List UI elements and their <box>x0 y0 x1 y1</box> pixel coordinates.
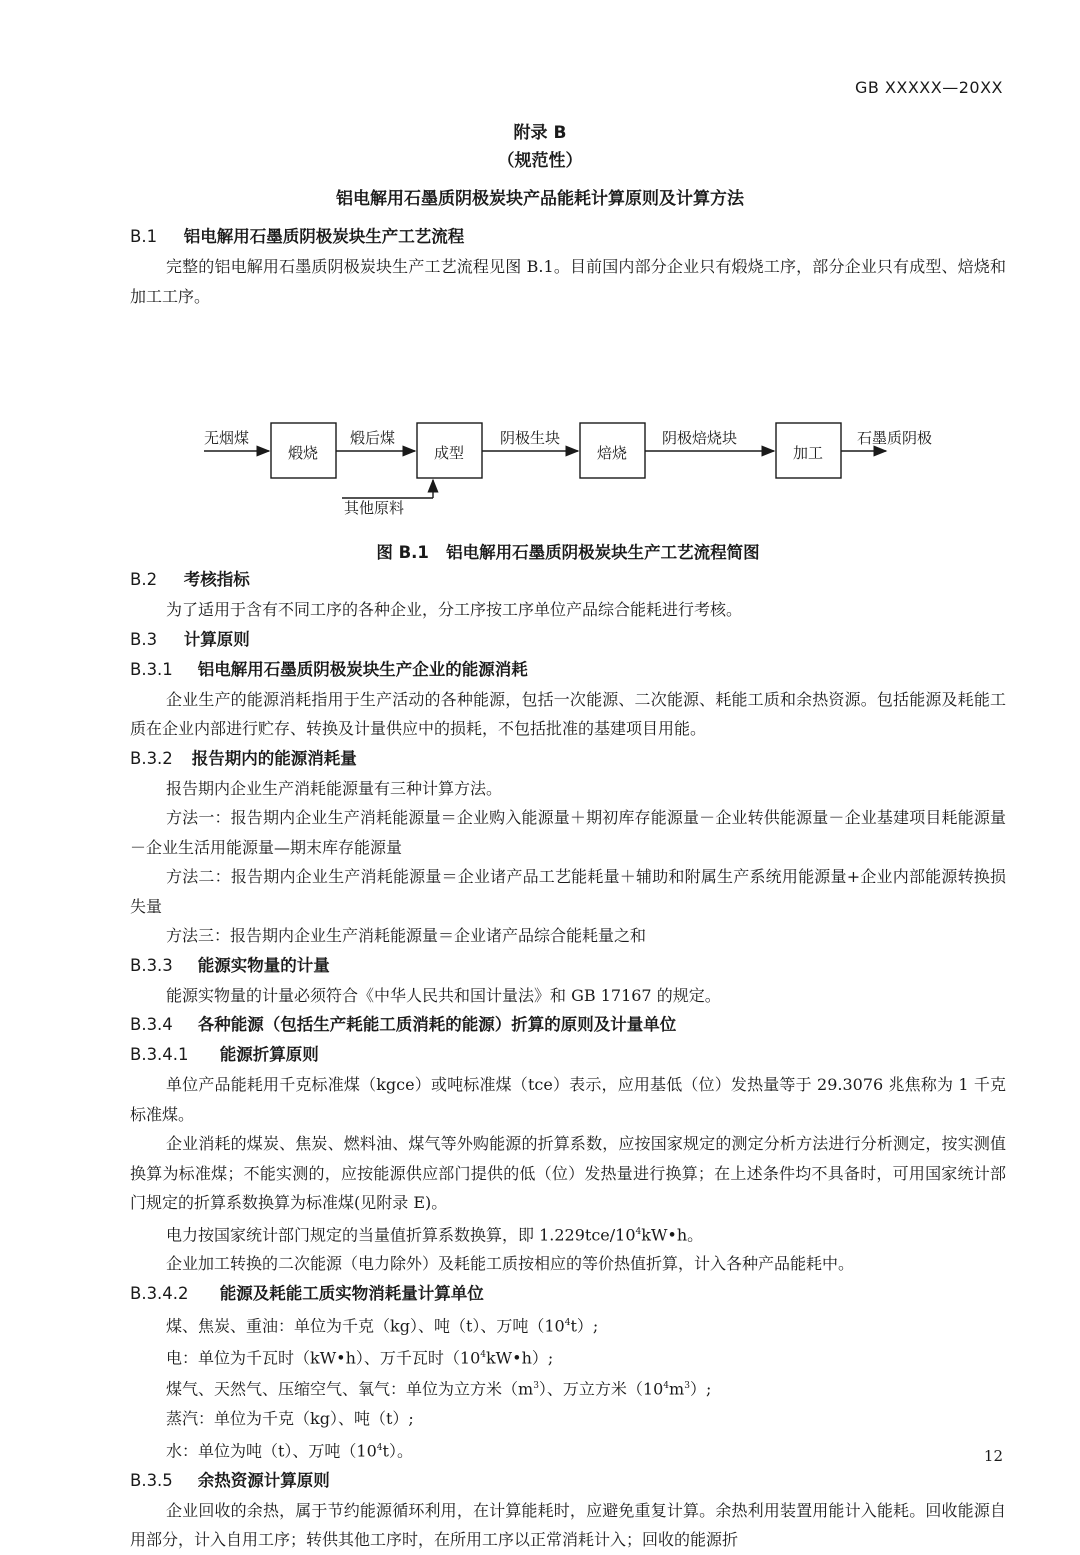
section-heading-b35 <box>130 1466 1006 1496</box>
superscript: 4 <box>663 1381 670 1392</box>
section-number: B.3.4.1 <box>130 1045 189 1064</box>
paragraph-b1: 完整的铝电解用石墨质阴极炭块生产工艺流程见图 B.1。目前国内部分企业只有煅烧工序，部分企业只有成型、焙烧和加工工序。 <box>130 257 1006 306</box>
appendix-normative: （规范性） <box>497 151 583 171</box>
superscript: 4 <box>564 1317 571 1328</box>
text-run: kW•h）; <box>485 1347 554 1367</box>
text-run: t）; <box>570 1316 599 1336</box>
unit-line-electricity <box>130 1341 1006 1373</box>
section-title: 各种能源（包括生产耗能工质消耗的能源）折算的原则及计量单位 <box>197 1015 677 1034</box>
paragraph-b341-3 <box>130 1218 1006 1250</box>
section-number: B.3.3 <box>130 955 173 975</box>
section-title: 能源及耗能工质实物消耗量计算单位 <box>219 1283 484 1303</box>
paragraph-b341-4: 企业加工转换的二次能源（电力除外）及耗能工质按相应的等价热值折算，计入各种产品能耗中。 <box>166 1254 855 1274</box>
section-heading-b32 <box>130 744 1006 774</box>
text-run: 电力按国家统计部门规定的当量值折算系数换算，即 1.229tce/10 <box>166 1224 636 1244</box>
paragraph-method-1: 方法一：报告期内企业生产消耗能源量＝企业购入能源量＋期初库存能源量－企业转供能源量－企业基建项目耗能源量－企业生活用能源量—期末库存能源量 <box>130 808 1006 857</box>
section-title: 余热资源计算原则 <box>197 1470 330 1490</box>
superscript: 4 <box>635 1226 642 1237</box>
text-run: 煤、焦炭、重油：单位为千克（kg）、吨（t）、万吨（10 <box>166 1316 565 1336</box>
paragraph-b31: 企业生产的能源消耗指用于生产活动的各种能源，包括一次能源、二次能源、耗能工质和余热资源。包括能源及耗能工质在企业内部进行贮存、转换及计量供应中的损耗，不包括批准的基建项目用能。 <box>130 689 1006 738</box>
text-run: 电：单位为千瓦时（kW•h）、万千瓦时（10 <box>166 1347 481 1367</box>
paragraph-b2: 为了适用于含有不同工序的各种企业，分工序按工序单位产品综合能耗进行考核。 <box>166 600 743 619</box>
text-run: 水：单位为吨（t）、万吨（10 <box>166 1441 377 1461</box>
flow-diagram-svg <box>130 311 1006 527</box>
label-calcined-coal: 煅后煤 <box>350 429 396 447</box>
section-heading-b1 <box>130 222 1006 252</box>
section-heading-b33 <box>130 951 1006 981</box>
section-title: 铝电解用石墨质阴极炭块生产企业的能源消耗 <box>197 659 528 679</box>
section-number: B.2 <box>130 570 158 589</box>
paragraph-b35: 企业回收的余热，属于节约能源循环利用，在计算能耗时，应避免重复计算。余热利用装置用能计入能耗。回收能源自用部分，计入自用工序；转供其他工序时，在所用工序以正常消耗计入；回收的能源折 <box>130 1500 1006 1550</box>
section-heading-b34 <box>130 1010 1006 1040</box>
section-heading-b341 <box>130 1040 1006 1070</box>
document-body <box>130 222 1006 1555</box>
unit-line-steam: 蒸汽：单位为千克（kg）、吨（t）; <box>166 1409 414 1429</box>
section-number: B.3.2 <box>130 748 173 768</box>
figure-caption-text: 铝电解用石墨质阴极炭块生产工艺流程简图 <box>446 543 760 562</box>
superscript: 4 <box>480 1349 486 1360</box>
section-title: 计算原则 <box>183 629 250 649</box>
label-anthracite: 无烟煤 <box>204 429 250 447</box>
section-title: 能源折算原则 <box>219 1045 319 1064</box>
paragraph-b32-intro: 报告期内企业生产消耗能源量有三种计算方法。 <box>166 778 503 798</box>
figure-number: 图 B.1 <box>376 543 429 562</box>
unit-line-coal <box>130 1309 1006 1341</box>
unit-line-water <box>130 1434 1006 1466</box>
section-heading-b342 <box>130 1279 1006 1309</box>
paragraph-b33: 能源实物量的计量必须符合《中华人民共和国计量法》和 GB 17167 的规定。 <box>166 985 721 1005</box>
paragraph-method-2: 方法二：报告期内企业生产消耗能源量＝企业诸产品工艺能耗量＋辅助和附属生产系统用能源量+企业内部能源转换损失量 <box>130 867 1006 916</box>
section-title: 铝电解用石墨质阴极炭块生产工艺流程 <box>183 227 465 246</box>
appendix-heading: 铝电解用石墨质阴极炭块产品能耗计算原则及计算方法 <box>336 189 744 209</box>
text-run: ）; <box>689 1379 712 1399</box>
label-other-materials: 其他原料 <box>344 499 405 517</box>
label-green-block: 阴极生块 <box>500 429 561 447</box>
label-calcining: 煅烧 <box>288 444 319 462</box>
unit-line-gas <box>130 1372 1006 1404</box>
paragraph-method-3: 方法三：报告期内企业生产消耗能源量＝企业诸产品综合能耗量之和 <box>166 926 647 945</box>
label-baking: 焙烧 <box>597 444 628 462</box>
section-heading-b31 <box>130 655 1006 685</box>
section-number: B.3 <box>130 629 158 649</box>
process-flow-diagram <box>130 311 1006 562</box>
label-forming: 成型 <box>434 444 465 462</box>
appendix-title: 附录 B <box>513 123 567 143</box>
figure-caption <box>130 539 1006 563</box>
section-number: B.3.4 <box>130 1015 173 1034</box>
paragraph-b341-2: 企业消耗的煤炭、焦炭、燃料油、煤气等外购能源的折算系数，应按国家规定的测定分析方法进行分析测定，按实测值换算为标准煤；不能实测的，应按能源供应部门提供的低（位）发热量进行换算；在上述条件均不具备时，可用国家统计部门规定的折算系数换算为标准煤(见附录 E)。 <box>130 1134 1006 1212</box>
text-run: kW•h。 <box>641 1224 704 1244</box>
label-baked-block: 阴极焙烧块 <box>662 429 738 447</box>
text-run: ）、万立方米（10 <box>538 1379 664 1399</box>
section-number: B.3.1 <box>130 659 173 679</box>
label-machining: 加工 <box>793 444 824 462</box>
superscript: 3 <box>533 1381 539 1392</box>
text-run: 煤气、天然气、压缩空气、氧气：单位为立方米（m <box>166 1379 534 1399</box>
section-title: 考核指标 <box>183 570 250 589</box>
section-number: B.3.5 <box>130 1470 173 1490</box>
section-number: B.1 <box>130 227 158 246</box>
section-heading-b3 <box>130 625 1006 655</box>
label-graphitic-cathode: 石墨质阴极 <box>857 429 933 447</box>
section-title: 能源实物量的计量 <box>197 955 330 975</box>
superscript: 3 <box>684 1381 690 1392</box>
text-run: t）。 <box>382 1441 413 1461</box>
section-heading-b2 <box>130 565 1006 595</box>
section-title: 报告期内的能源消耗量 <box>191 748 357 768</box>
section-number: B.3.4.2 <box>130 1283 189 1303</box>
standard-code: GB XXXXX—20XX <box>854 78 1003 97</box>
text-run: m <box>669 1379 685 1399</box>
page-number: 12 <box>983 1447 1003 1465</box>
paragraph-b341-1: 单位产品能耗用千克标准煤（kgce）或吨标准煤（tce）表示，应用基低（位）发热量等于 29.3076 兆焦称为 1 千克标准煤。 <box>130 1075 1006 1124</box>
superscript: 4 <box>376 1442 383 1453</box>
